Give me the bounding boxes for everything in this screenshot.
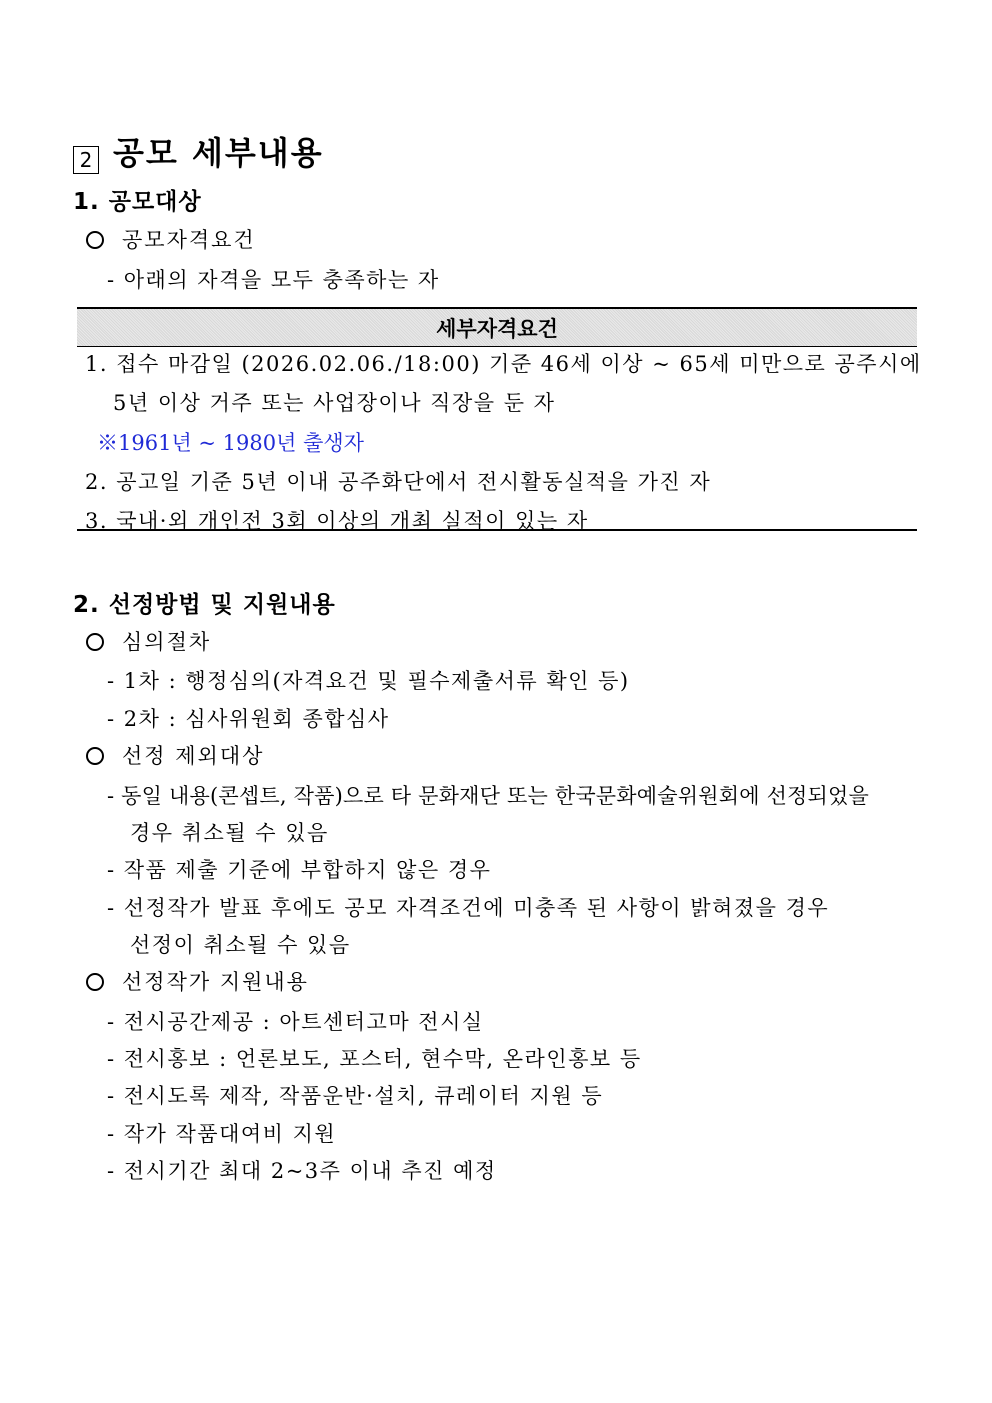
- table-header: [77, 307, 917, 347]
- section-title-text: 공모 세부내용: [113, 134, 324, 172]
- circle-bullet-icon: [86, 973, 104, 991]
- part1-dash: - 아래의 자격을 모두 충족하는 자: [107, 268, 440, 292]
- review-bullet-text: 심의절차: [122, 630, 212, 654]
- section-title: [73, 128, 324, 174]
- part2-heading: 2. 선정방법 및 지원내용: [73, 592, 336, 618]
- review-item-1: - 1차 : 행정심의(자격요건 및 필수제출서류 확인 등): [107, 669, 630, 693]
- table-row-1-line-1: 1. 접수 마감일 (2026.02.06./18:00) 기준 46세 이상 ~ 65세 미만으로 공주시에: [85, 352, 922, 376]
- exclusion-bullet-text: 선정 제외대상: [122, 744, 265, 768]
- qualification-table: [77, 307, 922, 533]
- table-row-1-line-2: 5년 이상 거주 또는 사업장이나 직장을 둔 자: [113, 391, 556, 415]
- circle-bullet-icon: [86, 231, 104, 249]
- support-item-2: - 전시홍보 : 언론보도, 포스터, 현수막, 온라인홍보 등: [107, 1047, 642, 1071]
- review-item-2: - 2차 : 심사위원회 종합심사: [107, 707, 390, 731]
- circle-bullet-icon: [86, 747, 104, 765]
- exclusion-item-3-line-2: 선정이 취소될 수 있음: [130, 933, 351, 957]
- table-row-3: 3. 국내·외 개인전 3회 이상의 개최 실적이 있는 자: [85, 509, 589, 533]
- support-bullet-text: 선정작가 지원내용: [122, 970, 309, 994]
- circle-bullet-icon: [86, 633, 104, 651]
- support-item-1: - 전시공간제공 : 아트센터고마 전시실: [107, 1010, 484, 1034]
- table-note: ※1961년 ~ 1980년 출생자: [97, 431, 364, 455]
- exclusion-bullet: [86, 740, 264, 770]
- part1-heading: 1. 공모대상: [73, 189, 202, 215]
- support-item-3: - 전시도록 제작, 작품운반·설치, 큐레이터 지원 등: [107, 1084, 604, 1108]
- exclusion-item-3-line-1: - 선정작가 발표 후에도 공모 자격조건에 미충족 된 사항이 밝혀졌을 경우: [107, 896, 830, 920]
- review-bullet: [86, 626, 211, 656]
- part1-bullet: [86, 224, 256, 254]
- table-bottom-border: [77, 529, 917, 531]
- part1-bullet-text: 공모자격요건: [122, 228, 256, 252]
- support-bullet: [86, 966, 309, 996]
- exclusion-item-1-line-1: - 동일 내용(콘셉트, 작품)으로 타 문화재단 또는 한국문화예술위원회에 선정되었을: [107, 784, 869, 808]
- exclusion-item-1-line-2: 경우 취소될 수 있음: [130, 821, 329, 845]
- table-header-text: 세부자격요건: [436, 317, 558, 341]
- table-row-2: 2. 공고일 기준 5년 이내 공주화단에서 전시활동실적을 가진 자: [85, 470, 712, 494]
- support-item-4: - 작가 작품대여비 지원: [107, 1122, 337, 1146]
- exclusion-item-2: - 작품 제출 기준에 부합하지 않은 경우: [107, 858, 492, 882]
- section-number-box: 2: [73, 146, 99, 174]
- support-item-5: - 전시기간 최대 2~3주 이내 추진 예정: [107, 1159, 497, 1183]
